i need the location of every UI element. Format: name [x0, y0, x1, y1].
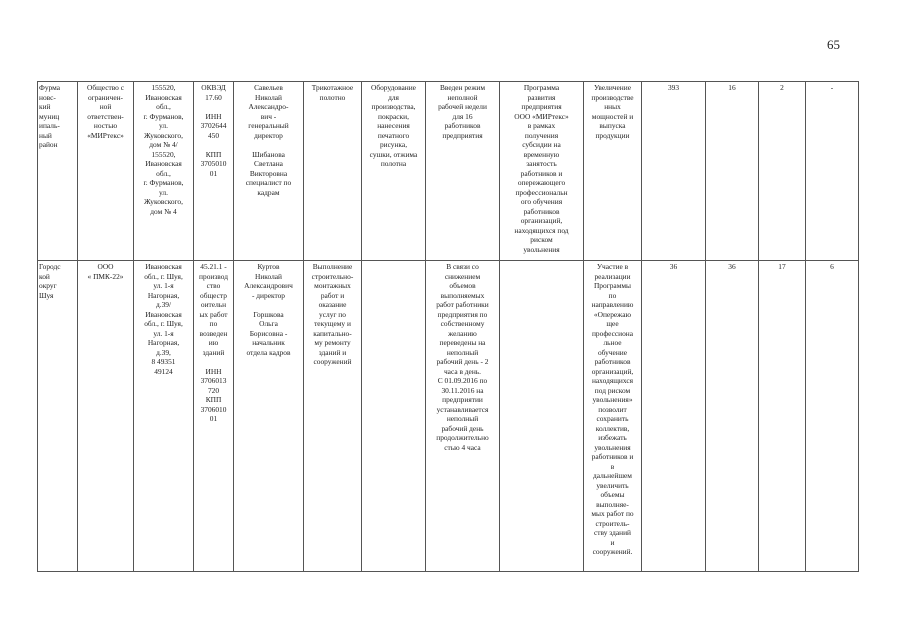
cell-text-line: 01 — [209, 168, 218, 178]
cell-text-line: ул. 1-я — [153, 328, 174, 338]
cell-text-line: переведены на — [439, 338, 486, 347]
cell-text-line: увеличить — [596, 480, 629, 490]
cell-text-line: работников и — [591, 452, 634, 461]
cell-text-line: текущему и — [314, 319, 351, 328]
cell-text-line: ству зданий — [594, 528, 631, 537]
cell-text-line: сушки, отжима — [369, 149, 418, 159]
cell-text-line: рабочий день — [441, 423, 484, 433]
cell-text-line: коллектив, — [595, 423, 630, 433]
cell-text-line: опережающего — [517, 178, 566, 187]
cell-text-line: Жуковского, — [144, 197, 183, 206]
cell-text-line: находящихся — [591, 376, 634, 385]
cell-text-line: новс- — [39, 92, 56, 102]
cell-text-line: 720 — [207, 385, 220, 395]
cell-text-line: объемов — [449, 281, 476, 290]
cell-text-line: строительно- — [311, 271, 354, 281]
cell-text-line: 3705010 — [200, 159, 227, 168]
cell-text-line: Общество с — [86, 83, 125, 92]
cell-text-line: получения — [524, 130, 559, 140]
cell-text-line: продукции — [595, 130, 630, 140]
cell-text-line: Шибанова — [252, 149, 285, 159]
cell-text-line: работ работники — [436, 300, 489, 309]
cell-text-line: дом № 4 — [150, 206, 177, 216]
cell-text-line: рабочий день - 2 — [436, 357, 489, 366]
cell-text-line: муниц — [39, 111, 60, 121]
cell-text-line: Шуя — [39, 290, 54, 300]
cell-text-line: и — [610, 537, 615, 547]
cell-text-line: Александро- — [248, 102, 289, 111]
cell-text-line — [195, 140, 232, 150]
value-cell-1: 36 — [642, 261, 706, 572]
contacts-cell — [234, 82, 304, 261]
cell-text-line: Ивановская — [145, 92, 182, 102]
cell-text-line: Савельев — [254, 83, 283, 92]
cell-text-line: увольнения» — [592, 395, 633, 404]
cell-text-line: Оборудование — [371, 83, 416, 92]
cell-text-line: Участие в — [596, 262, 629, 271]
cell-text-line: Александрович — [244, 281, 293, 290]
cell-text-line: субсидии на — [522, 140, 561, 149]
cell-text-line: Светлана — [254, 159, 283, 168]
cell-text-line: работников и — [520, 168, 563, 178]
cell-text-line: Фурма — [39, 83, 61, 92]
cell-text-line: производстве — [591, 92, 634, 102]
cell-text-line: выполняе- — [596, 499, 629, 509]
cell-text-line: сооружений. — [592, 547, 633, 556]
value-cell-4: 6 — [806, 261, 859, 572]
cell-text-line: г. Фурманов, — [143, 178, 184, 187]
cell-text-line: Николай — [254, 271, 283, 281]
cell-text-line: неполной — [447, 92, 478, 102]
cell-text-line: предприятия по — [437, 309, 488, 319]
cell-text-line: полотно — [319, 92, 346, 102]
cell-text-line: выполняемых — [440, 290, 485, 300]
cell-text-line: Куртов — [257, 262, 280, 271]
cell-text-line: обл., г. Шуя, — [144, 319, 183, 328]
cell-text-line: риском — [530, 235, 553, 244]
cell-text-line: рабочей недели — [438, 102, 487, 111]
document-table — [37, 81, 859, 572]
cell-text-line: Увеличение — [594, 83, 631, 92]
cell-text-line: Ивановская — [145, 262, 182, 271]
cell-text-line: КПП — [205, 395, 222, 404]
result-cell — [584, 261, 642, 572]
cell-text-line: ул. 1-я — [153, 281, 174, 290]
cell-text-line: 17.60 — [205, 92, 222, 102]
cell-text-line: рисунка, — [379, 140, 408, 149]
cell-text-line: ограничен- — [87, 92, 124, 102]
cell-text-line: Программа — [523, 83, 560, 92]
cell-text-line: обл., — [156, 168, 171, 178]
cell-text-line: увольнения — [523, 244, 560, 254]
contacts-cell — [234, 261, 304, 572]
cell-text-line: му ремонту — [314, 338, 351, 347]
cell-text-line: желанию — [448, 328, 477, 338]
cell-text-line: для 16 — [452, 111, 473, 121]
value-cell-2: 16 — [706, 82, 759, 261]
cell-text-line: зданий — [202, 347, 225, 357]
cell-text-line: 155520, — [151, 83, 176, 92]
cell-text-line: предприятия — [521, 102, 562, 111]
cell-text-line: Ивановская — [145, 159, 182, 168]
cell-text-line: находящихся под — [514, 225, 569, 235]
cell-text-line: ООО «МИРтекс» — [514, 111, 569, 121]
cell-text-line: Борисовна - — [249, 328, 288, 338]
cell-text-line: в рамках — [527, 121, 556, 130]
cell-text-line: отдела кадров — [246, 347, 291, 357]
cell-text-line: кой — [39, 271, 50, 281]
cell-text-line: работников — [523, 206, 560, 216]
cell-text-line: возведен — [199, 328, 228, 338]
table-row — [38, 261, 859, 572]
cell-text-line: 450 — [207, 130, 220, 140]
cell-text-line: С 01.09.2016 по — [437, 376, 488, 385]
cell-text-line: направлению — [591, 300, 634, 309]
cell-text-line: предприятия — [442, 130, 483, 140]
cell-text-line: г. Фурманов, — [143, 111, 184, 121]
table-row — [38, 82, 859, 261]
equipment-cell — [362, 261, 426, 572]
cell-text-line: работников — [594, 357, 631, 366]
address-cell — [134, 82, 194, 261]
cell-text-line: ипаль- — [39, 121, 60, 130]
cell-text-line: обл., г. Шуя, — [144, 271, 183, 281]
cell-text-line: ностью — [93, 121, 118, 130]
cell-text-line: 49124 — [154, 366, 173, 376]
cell-text-line: организаций, — [520, 216, 563, 225]
cell-text-line: Ольга — [259, 319, 278, 328]
cell-text-line: ответствен- — [87, 111, 124, 121]
cell-text-line: Нагорная, — [147, 338, 180, 347]
program-cell — [500, 261, 584, 572]
cell-text-line: 30.11.2016 на — [441, 385, 484, 395]
cell-text-line: 01 — [209, 414, 218, 423]
territory-cell — [38, 261, 78, 572]
cell-text-line: для — [388, 92, 399, 102]
cell-text-line: округ — [39, 281, 57, 290]
cell-text-line: ООО — [97, 262, 114, 271]
cell-text-line: генеральный — [248, 121, 289, 130]
cell-text-line: полотна — [380, 159, 407, 168]
cell-text-line: 3702644 — [200, 121, 227, 130]
cell-text-line: по — [209, 319, 218, 328]
cell-text-line: 3706013 — [200, 376, 227, 385]
cell-text-line: нных — [604, 102, 621, 111]
cell-text-line: объемы — [600, 490, 625, 499]
cell-text-line: Ивановская — [145, 309, 182, 319]
cell-text-line: в — [610, 461, 615, 471]
cell-text-line: «Опережаю — [593, 309, 632, 319]
cell-text-line: избежать — [598, 433, 627, 442]
cell-text-line: Городс — [39, 262, 61, 271]
cell-text-line: ИНН — [205, 366, 222, 376]
value-cell-3: 2 — [759, 82, 806, 261]
cell-text-line: район — [39, 140, 58, 149]
activity-cell — [304, 261, 362, 572]
cell-text-line: строитель- — [595, 518, 630, 528]
program-cell — [500, 82, 584, 261]
cell-text-line: « ПМК-22» — [87, 271, 124, 281]
cell-text-line: специалист по — [245, 178, 292, 187]
cell-text-line: сооружений — [313, 357, 352, 366]
cell-text-line: под риском — [594, 385, 631, 395]
cell-text-line: Жуковского, — [144, 130, 183, 140]
cell-text-line: ной — [99, 102, 112, 111]
cell-text-line: ИНН — [205, 111, 222, 121]
cell-text-line: работ и — [320, 290, 345, 300]
cell-text-line: В связи со — [446, 262, 479, 271]
cell-text-line: оительн — [200, 300, 227, 309]
address-cell — [134, 261, 194, 572]
cell-text-line: увольнения — [594, 442, 631, 452]
cell-text-line: стью 4 часа — [444, 442, 481, 452]
cell-text-line — [195, 357, 232, 367]
cell-text-line: снижением — [444, 271, 481, 281]
cell-text-line: производ — [199, 271, 228, 281]
cell-text-line: производства, — [371, 102, 416, 111]
cell-text-line: обл., — [156, 102, 171, 111]
cell-text-line: д.39/ — [155, 300, 172, 309]
cell-text-line: мых работ по — [591, 509, 634, 518]
cell-text-line: вич - — [260, 111, 277, 121]
cell-text-line: предприятии — [442, 395, 483, 404]
cell-text-line: дом № 4/ — [149, 140, 178, 149]
cell-text-line: Выполнение — [312, 262, 353, 271]
cell-text-line: ых работ — [199, 309, 228, 319]
cell-text-line: сохранить — [596, 414, 629, 423]
measures-cell — [426, 82, 500, 261]
cell-text-line: капитально- — [313, 328, 352, 338]
cell-text-line: по — [608, 290, 617, 300]
cell-text-line: ул. — [159, 121, 168, 130]
cell-text-line: неполный — [446, 414, 479, 423]
value-cell-4: - — [806, 82, 859, 261]
cell-text-line: продолжительно — [436, 433, 489, 442]
cell-text-line: дальнейшем — [592, 471, 632, 480]
cell-text-line: организаций, — [591, 366, 634, 376]
cell-text-line: профессиона — [591, 328, 634, 338]
codes-cell — [194, 261, 234, 572]
cell-text-line: неполный — [446, 347, 479, 357]
cell-text-line: Викторовна — [249, 168, 288, 178]
cell-text-line: Горшкова — [253, 309, 284, 319]
organization-cell — [78, 261, 134, 572]
cell-text-line — [195, 102, 232, 112]
cell-text-line: льное — [603, 338, 622, 347]
cell-text-line: - директор — [251, 290, 286, 300]
cell-text-line: оказание — [318, 300, 347, 309]
cell-text-line: «МИРтекс» — [87, 130, 124, 140]
cell-text-line: Программы — [593, 281, 632, 290]
cell-text-line: часа в день. — [443, 366, 482, 376]
codes-cell — [194, 82, 234, 261]
cell-text-line: кадрам — [257, 187, 280, 197]
cell-text-line: 8 49351 — [151, 357, 176, 366]
cell-text-line: печатного — [377, 130, 410, 140]
cell-text-line: ого обучения — [520, 197, 563, 206]
cell-text-line: устанавливается — [436, 404, 489, 414]
cell-text-line: монтажных — [314, 281, 351, 290]
page-number: 65 — [827, 37, 840, 52]
cell-text-line: выпуска — [599, 121, 626, 130]
activity-cell — [304, 82, 362, 261]
cell-text-line: директор — [254, 130, 283, 140]
cell-text-line: зданий и — [318, 347, 347, 357]
cell-text-line: 155520, — [151, 149, 176, 159]
cell-text-line: ный — [39, 130, 52, 140]
value-cell-2: 36 — [706, 261, 759, 572]
cell-text-line: кий — [39, 102, 51, 111]
cell-text-line: собственному — [440, 319, 485, 328]
cell-text-line: 3706010 — [200, 404, 227, 414]
equipment-cell — [362, 82, 426, 261]
cell-text-line: щее — [606, 319, 619, 328]
cell-text-line: занятость — [526, 159, 557, 168]
cell-text-line: ство — [206, 281, 221, 290]
cell-text-line: Нагорная, — [147, 290, 180, 300]
territory-cell — [38, 82, 78, 261]
cell-text-line: нанесения — [377, 121, 410, 130]
cell-text-line: 45.21.1 - — [200, 262, 227, 271]
cell-text-line: начальник — [252, 338, 285, 347]
cell-text-line: позволит — [598, 404, 627, 414]
cell-text-line — [235, 140, 302, 150]
cell-text-line: общестр — [200, 290, 227, 300]
cell-text-line: обучение — [597, 347, 628, 357]
cell-text-line: Введен режим — [439, 83, 486, 92]
cell-text-line: реализации — [594, 271, 631, 281]
value-cell-1: 393 — [642, 82, 706, 261]
cell-text-line: профессиональн — [515, 187, 568, 197]
cell-text-line: ию — [208, 338, 219, 347]
value-cell-3: 17 — [759, 261, 806, 572]
cell-text-line: мощностей и — [591, 111, 634, 121]
cell-text-line: Николай — [254, 92, 283, 102]
cell-text-line: работников — [444, 121, 481, 130]
cell-text-line: временную — [523, 149, 560, 159]
cell-text-line: ОКВЭД — [201, 83, 226, 92]
cell-text-line: Трикотажное — [311, 83, 354, 92]
cell-text-line: д.39, — [156, 347, 171, 357]
cell-text-line: КПП — [205, 149, 222, 159]
cell-text-line — [235, 300, 302, 310]
organization-cell — [78, 82, 134, 261]
result-cell — [584, 82, 642, 261]
cell-text-line: ул. — [159, 187, 168, 197]
cell-text-line: услуг по — [319, 309, 346, 319]
cell-text-line: развития — [527, 92, 556, 102]
measures-cell — [426, 261, 500, 572]
cell-text-line: покраски, — [378, 111, 409, 121]
